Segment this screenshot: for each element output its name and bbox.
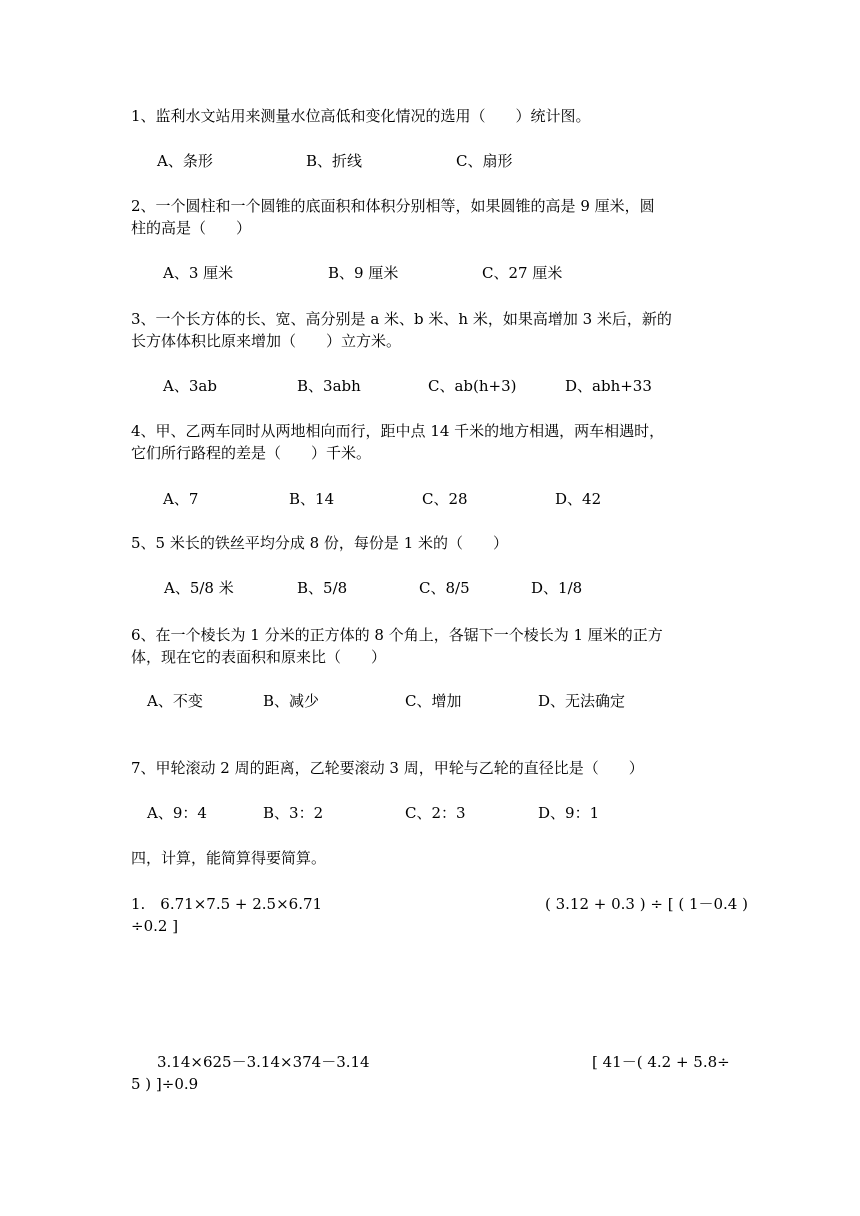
question-4-stem-line-1: 4、甲、乙两车同时从两地相向而行，距中点 14 千米的地方相遇，两车相遇时， (131, 422, 665, 440)
question-4-option-a: A、7 (163, 490, 199, 508)
question-5-stem: 5、5 米长的铁丝平均分成 8 份，每份是 1 米的（ ） (131, 534, 509, 552)
question-2-stem-line-1: 2、一个圆柱和一个圆锥的底面积和体积分别相等，如果圆锥的高是 9 厘米，圆 (131, 197, 655, 215)
question-2-stem-line-2: 柱的高是（ ） (131, 219, 252, 237)
question-6-option-a: A、不变 (147, 692, 203, 710)
question-6-option-d: D、无法确定 (538, 692, 626, 710)
calc-1-left: 1. 6.71×7.5 + 2.5×6.71 (131, 895, 323, 913)
question-6-stem-line-2: 体，现在它的表面积和原来比（ ） (131, 648, 387, 666)
question-7-stem: 7、甲轮滚动 2 周的距离，乙轮要滚动 3 周，甲轮与乙轮的直径比是（ ） (131, 759, 644, 777)
question-4-option-c: C、28 (422, 490, 468, 508)
calc-1-right: ( 3.12 + 0.3 ) ÷ [ ( 1－0.4 ) (545, 895, 748, 913)
question-3-option-a: A、3ab (163, 377, 217, 395)
question-1-stem: 1、监利水文站用来测量水位高低和变化情况的选用（ ）统计图。 (131, 107, 591, 125)
question-5-option-b: B、5/8 (297, 579, 348, 597)
calc-2-right: [ 41－( 4.2 + 5.8÷ (592, 1053, 730, 1071)
question-6-stem-line-1: 6、在一个棱长为 1 分米的正方体的 8 个角上，各锯下一个棱长为 1 厘米的正方 (131, 626, 663, 644)
question-2-option-c: C、27 厘米 (482, 264, 563, 282)
question-2-option-a: A、3 厘米 (163, 264, 234, 282)
question-3-option-d: D、abh+33 (565, 377, 652, 395)
question-5-option-d: D、1/8 (531, 579, 583, 597)
question-3-option-c: C、ab(h+3) (428, 377, 517, 395)
question-1-option-a: A、条形 (157, 152, 213, 170)
question-3-stem-line-1: 3、一个长方体的长、宽、高分别是 a 米、b 米、h 米，如果高增加 3 米后，新的 (131, 310, 672, 328)
question-7-option-c: C、2：3 (405, 804, 466, 822)
question-7-option-a: A、9：4 (147, 804, 207, 822)
question-2-option-b: B、9 厘米 (328, 264, 399, 282)
question-7-option-b: B、3：2 (263, 804, 324, 822)
question-1-option-c: C、扇形 (456, 152, 513, 170)
calc-1-wrap: ÷0.2 ] (131, 917, 179, 935)
question-1-option-b: B、折线 (306, 152, 363, 170)
question-4-option-b: B、14 (289, 490, 335, 508)
question-6-option-b: B、减少 (263, 692, 320, 710)
section-4-heading: 四，计算，能简算得要简算。 (131, 849, 327, 867)
question-7-option-d: D、9：1 (538, 804, 600, 822)
calc-2-wrap: 5 ) ]÷0.9 (131, 1075, 199, 1093)
question-4-option-d: D、42 (555, 490, 602, 508)
question-6-option-c: C、增加 (405, 692, 462, 710)
question-3-option-b: B、3abh (297, 377, 361, 395)
calc-2-left: 3.14×625－3.14×374－3.14 (157, 1053, 370, 1071)
question-3-stem-line-2: 长方体体积比原来增加（ ）立方米。 (131, 332, 402, 350)
question-5-option-a: A、5/8 米 (164, 579, 234, 597)
question-4-stem-line-2: 它们所行路程的差是（ ）千米。 (131, 444, 372, 462)
question-5-option-c: C、8/5 (419, 579, 470, 597)
